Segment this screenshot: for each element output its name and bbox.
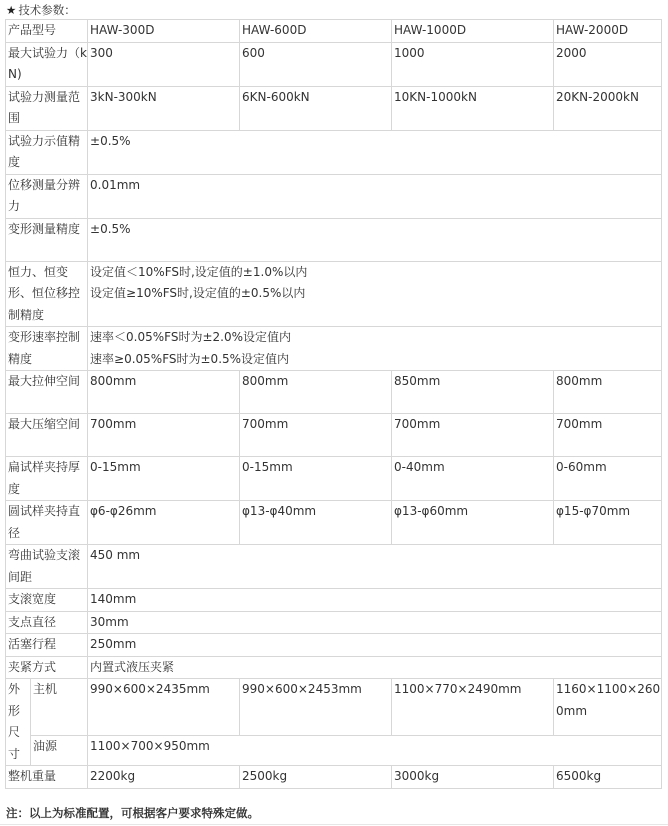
table-row [6,735,662,765]
table-row [6,130,662,174]
table-row [6,414,662,457]
table-cell: 1000 [392,42,554,86]
table-cell: 1100×700×950mm [88,735,662,765]
cell-line: 速率＜0.05%FS时为±2.0%设定值内 [90,330,291,344]
table-cell: 700mm [240,414,392,457]
table-cell [88,261,662,327]
row-label: 活塞行程 [6,634,88,657]
table-cell: 140mm [88,589,662,612]
table-cell: 850mm [392,371,554,414]
divider [0,824,668,825]
row-sublabel: 油源 [31,735,88,765]
table-cell: 3000kg [392,766,554,789]
table-cell: φ15-φ70mm [554,501,662,545]
section-heading [6,1,76,19]
table-cell: 2200kg [88,766,240,789]
table-cell: 800mm [88,371,240,414]
table-row [6,634,662,657]
row-label-dimensions: 外形尺寸 [6,679,31,766]
table-row [6,766,662,789]
table-cell: 6KN-600kN [240,86,392,130]
row-label: 试验力示值精度 [6,130,88,174]
table-row [6,20,662,43]
table-row [6,656,662,679]
row-label: 支滚宽度 [6,589,88,612]
table-row [6,218,662,261]
table-cell: 990×600×2435mm [88,679,240,736]
row-label: 变形速率控制精度 [6,327,88,371]
table-row [6,371,662,414]
row-label: 整机重量 [6,766,88,789]
row-label: 最大试验力（kN) [6,42,88,86]
table-cell: 1160×1100×2600mm [554,679,662,736]
header-cell: HAW-2000D [554,20,662,43]
table-cell: 10KN-1000kN [392,86,554,130]
table-cell: 0-15mm [88,457,240,501]
table-row [6,261,662,327]
cell-line: 设定值≥10%FS时,设定值的±0.5%以内 [90,286,306,300]
row-label: 恒力、恒变形、恒位移控制精度 [6,261,88,327]
header-cell: HAW-300D [88,20,240,43]
table-cell: 0-60mm [554,457,662,501]
table-cell: 700mm [88,414,240,457]
table-cell: 250mm [88,634,662,657]
table-cell: 0-40mm [392,457,554,501]
table-cell: φ13-φ40mm [240,501,392,545]
table-cell: 990×600×2453mm [240,679,392,736]
table-cell [88,327,662,371]
row-label: 扁试样夹持厚度 [6,457,88,501]
table-row [6,589,662,612]
table-row [6,611,662,634]
row-label: 夹紧方式 [6,656,88,679]
cell-line: 设定值＜10%FS时,设定值的±1.0%以内 [90,264,308,279]
row-label: 最大拉伸空间 [6,371,88,414]
table-row [6,327,662,371]
table-cell: φ13-φ60mm [392,501,554,545]
table-cell: 30mm [88,611,662,634]
table-cell: ±0.5% [88,130,662,174]
table-cell: 0.01mm [88,174,662,218]
header-cell: HAW-600D [240,20,392,43]
table-row [6,42,662,86]
table-row [6,679,662,736]
table-cell: 800mm [240,371,392,414]
table-row [6,545,662,589]
table-row [6,501,662,545]
row-label: 最大压缩空间 [6,414,88,457]
table-cell: 2500kg [240,766,392,789]
header-cell: HAW-1000D [392,20,554,43]
table-cell: 700mm [554,414,662,457]
table-cell: 450 mm [88,545,662,589]
header-cell: 产品型号 [6,20,88,43]
table-cell: 800mm [554,371,662,414]
row-label: 弯曲试验支滚间距 [6,545,88,589]
footnote: 注：以上为标准配置，可根据客户要求特殊定做。 [6,806,259,820]
table-cell: 6500kg [554,766,662,789]
table-row [6,457,662,501]
table-cell: 600 [240,42,392,86]
row-label: 变形测量精度 [6,218,88,261]
star-icon: ★ [6,3,17,17]
row-label: 位移测量分辨力 [6,174,88,218]
table-cell: 300 [88,42,240,86]
table-cell: φ6-φ26mm [88,501,240,545]
table-cell: 3kN-300kN [88,86,240,130]
table-row [6,86,662,130]
table-cell: 1100×770×2490mm [392,679,554,736]
table-cell: 2000 [554,42,662,86]
row-label: 圆试样夹持直径 [6,501,88,545]
row-sublabel: 主机 [31,679,88,736]
table-cell: ±0.5% [88,218,662,261]
table-cell: 0-15mm [240,457,392,501]
table-cell: 内置式液压夹紧 [88,656,662,679]
table-cell: 700mm [392,414,554,457]
cell-line: 速率≥0.05%FS时为±0.5%设定值内 [90,351,290,366]
row-label: 支点直径 [6,611,88,634]
spec-table [5,19,662,789]
row-label: 试验力测量范围 [6,86,88,130]
table-cell: 20KN-2000kN [554,86,662,130]
table-row [6,174,662,218]
section-heading-text: 技术参数： [18,3,76,17]
